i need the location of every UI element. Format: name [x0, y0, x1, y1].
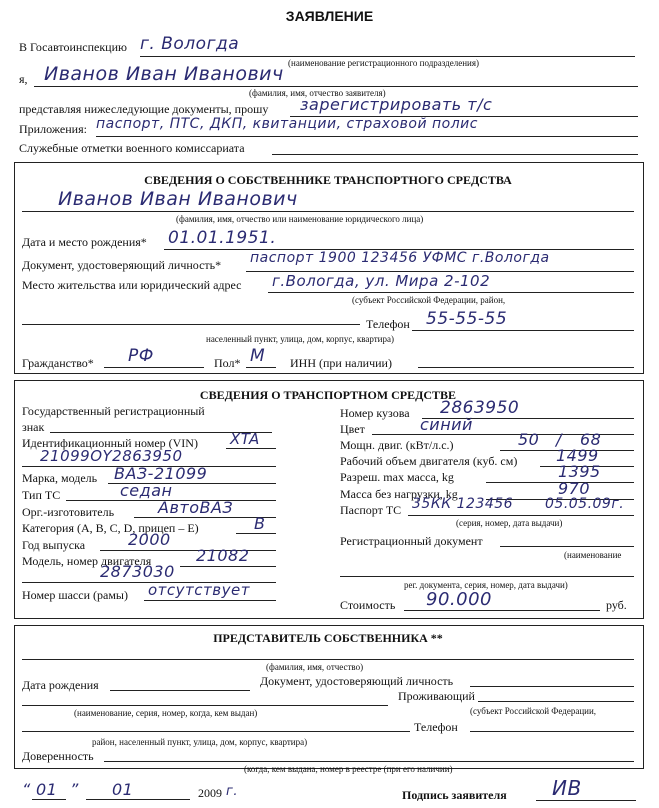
- reg-label2: знак: [22, 420, 45, 434]
- date-year: 2009: [198, 786, 222, 800]
- present-label: представляя нижеследующие документы, прошу: [19, 102, 269, 116]
- engine-label: Модель, номер двигателя: [22, 554, 152, 568]
- rep-doc-label: Документ, удостоверяющий личность: [260, 674, 454, 688]
- power-value1[interactable]: 50: [518, 430, 540, 449]
- citizen-value[interactable]: РФ: [128, 346, 154, 366]
- i-hint: (фамилия, имя, отчество заявителя): [249, 88, 386, 98]
- owner-name-hint: (фамилия, имя, отчество или наименование юридического лица): [176, 214, 424, 224]
- inn-label: ИНН (при наличии): [290, 356, 392, 370]
- phone-value[interactable]: 55-55-55: [426, 309, 508, 329]
- cat-value[interactable]: В: [254, 514, 266, 533]
- owner-title: СВЕДЕНИЯ О СОБСТВЕННИКЕ ТРАНСПОРТНОГО СРЕДСТВА: [144, 173, 512, 187]
- regdoc-hint: (наименование: [564, 550, 622, 560]
- cost-label: Стоимость: [340, 598, 396, 612]
- rep-phone-label: Телефон: [414, 720, 458, 734]
- quote-open: “: [22, 780, 31, 799]
- engine-value2[interactable]: 2873030: [100, 562, 175, 581]
- owner-doc-value[interactable]: паспорт 1900 123456 УФМС г.Вологда: [250, 250, 550, 266]
- date-year-suffix: г.: [226, 784, 238, 799]
- volume-label: Рабочий объем двигателя (куб. см): [340, 454, 518, 468]
- manuf-value[interactable]: АвтоВАЗ: [158, 498, 234, 517]
- chassis-label: Номер шасси (рамы): [22, 588, 128, 602]
- make-value[interactable]: ВАЗ-21099: [114, 464, 208, 483]
- vin-value[interactable]: XTA: [230, 430, 260, 448]
- present-value[interactable]: зарегистрировать т/с: [300, 95, 493, 114]
- i-value[interactable]: Иванов Иван Иванович: [44, 63, 284, 85]
- addr-value[interactable]: г.Вологда, ул. Мира 2-102: [272, 272, 491, 290]
- year-label: Год выпуска: [22, 538, 86, 552]
- owner-name-value[interactable]: Иванов Иван Иванович: [58, 188, 298, 210]
- rep-birth-label: Дата рождения: [22, 678, 99, 692]
- regdoc-label: Регистрационный документ: [340, 534, 483, 548]
- color-value[interactable]: синий: [420, 415, 473, 434]
- cat-label: Категория (A, B, C, D, прицеп – E): [22, 521, 199, 535]
- rep-title: ПРЕДСТАВИТЕЛЬ СОБСТВЕННИКА **: [213, 631, 443, 645]
- rep-name-hint: (фамилия, имя, отчество): [266, 662, 364, 672]
- attach-label: Приложения:: [19, 122, 87, 136]
- make-label: Марка, модель: [22, 471, 98, 485]
- phone-label: Телефон: [366, 317, 410, 331]
- color-label: Цвет: [340, 422, 365, 436]
- rep-power-hint: (когда, кем выдана, номер в реестре (при его наличии): [244, 764, 453, 774]
- reg-label: Государственный регистрационный: [22, 404, 205, 418]
- type-label: Тип ТС: [22, 488, 61, 502]
- rep-doc-hint: (наименование, серия, номер, когда, кем выдан): [74, 708, 258, 718]
- vin-value2[interactable]: 21099OY2863950: [40, 447, 183, 465]
- pts-date[interactable]: 05.05.09г.: [545, 496, 625, 512]
- manuf-label: Орг.-изготовитель: [22, 505, 115, 519]
- mass-label: Масса без нагрузки, kg: [340, 487, 458, 501]
- type-value[interactable]: седан: [120, 481, 173, 500]
- volume-value[interactable]: 1499: [556, 446, 599, 465]
- birth-label: Дата и место рождения*: [22, 235, 147, 249]
- to-hint: (наименование регистрационного подразделения): [288, 58, 480, 68]
- body-label: Номер кузова: [340, 406, 410, 420]
- rep-addr-hint: район, населенный пункт, улица, дом, корпус, квартира): [92, 737, 308, 747]
- regdoc-hint2: рег. документа, серия, номер, дата выдачи): [404, 580, 568, 590]
- addr-label: Место жительства или юридический адрес: [22, 278, 242, 292]
- sex-label: Пол*: [214, 356, 241, 370]
- power-slash: /: [556, 430, 562, 449]
- rep-power-label: Доверенность: [22, 749, 94, 763]
- power-label: Мощн. двиг. (кВт/л.с.): [340, 438, 454, 452]
- pts-value[interactable]: 35КК 123456: [412, 496, 514, 512]
- form-title: ЗАЯВЛЕНИЕ: [285, 8, 374, 24]
- i-label: я,: [19, 72, 28, 86]
- chassis-value[interactable]: отсутствует: [148, 581, 250, 599]
- signature[interactable]: ИВ: [552, 776, 582, 800]
- rep-live-label: Проживающий: [398, 689, 475, 703]
- cost-value[interactable]: 90.000: [426, 589, 492, 610]
- mass-value[interactable]: 970: [558, 479, 591, 498]
- maxmass-label: Разреш. max масса, kg: [340, 470, 454, 484]
- pts-label: Паспорт ТС: [340, 503, 402, 517]
- body-value[interactable]: 2863950: [440, 398, 520, 418]
- vin-label: Идентификационный номер (VIN): [22, 436, 198, 450]
- year-value[interactable]: 2000: [128, 530, 171, 549]
- to-label: В Госавтоинспекцию: [19, 40, 127, 54]
- power-value2[interactable]: 68: [580, 430, 602, 449]
- date-day[interactable]: 01: [36, 780, 58, 799]
- rep-region-hint: (субъект Российской Федерации,: [470, 706, 597, 716]
- sex-value[interactable]: М: [250, 346, 266, 366]
- to-value[interactable]: г. Вологда: [140, 34, 240, 54]
- sign-label: Подпись заявителя: [402, 788, 507, 802]
- citizen-label: Гражданство*: [22, 356, 94, 370]
- service-label: Служебные отметки военного комиссариата: [19, 141, 245, 155]
- engine-value[interactable]: 21082: [196, 546, 250, 565]
- addr-hint2: населенный пункт, улица, дом, корпус, квартира): [206, 334, 394, 344]
- birth-value[interactable]: 01.01.1951.: [168, 228, 277, 248]
- owner-doc-label: Документ, удостоверяющий личность*: [22, 258, 222, 272]
- date-month[interactable]: 01: [112, 780, 134, 799]
- addr-hint: (субъект Российской Федерации, район,: [352, 295, 506, 305]
- maxmass-value[interactable]: 1395: [558, 462, 601, 481]
- vehicle-title: СВЕДЕНИЯ О ТРАНСПОРТНОМ СРЕДСТВЕ: [199, 388, 457, 402]
- pts-hint: (серия, номер, дата выдачи): [456, 518, 563, 528]
- quote-close: ”: [70, 780, 79, 799]
- attach-value[interactable]: паспорт, ПТС, ДКП, квитанции, страховой полис: [96, 116, 478, 132]
- rep-section: [14, 625, 644, 769]
- cost-unit: руб.: [606, 598, 627, 612]
